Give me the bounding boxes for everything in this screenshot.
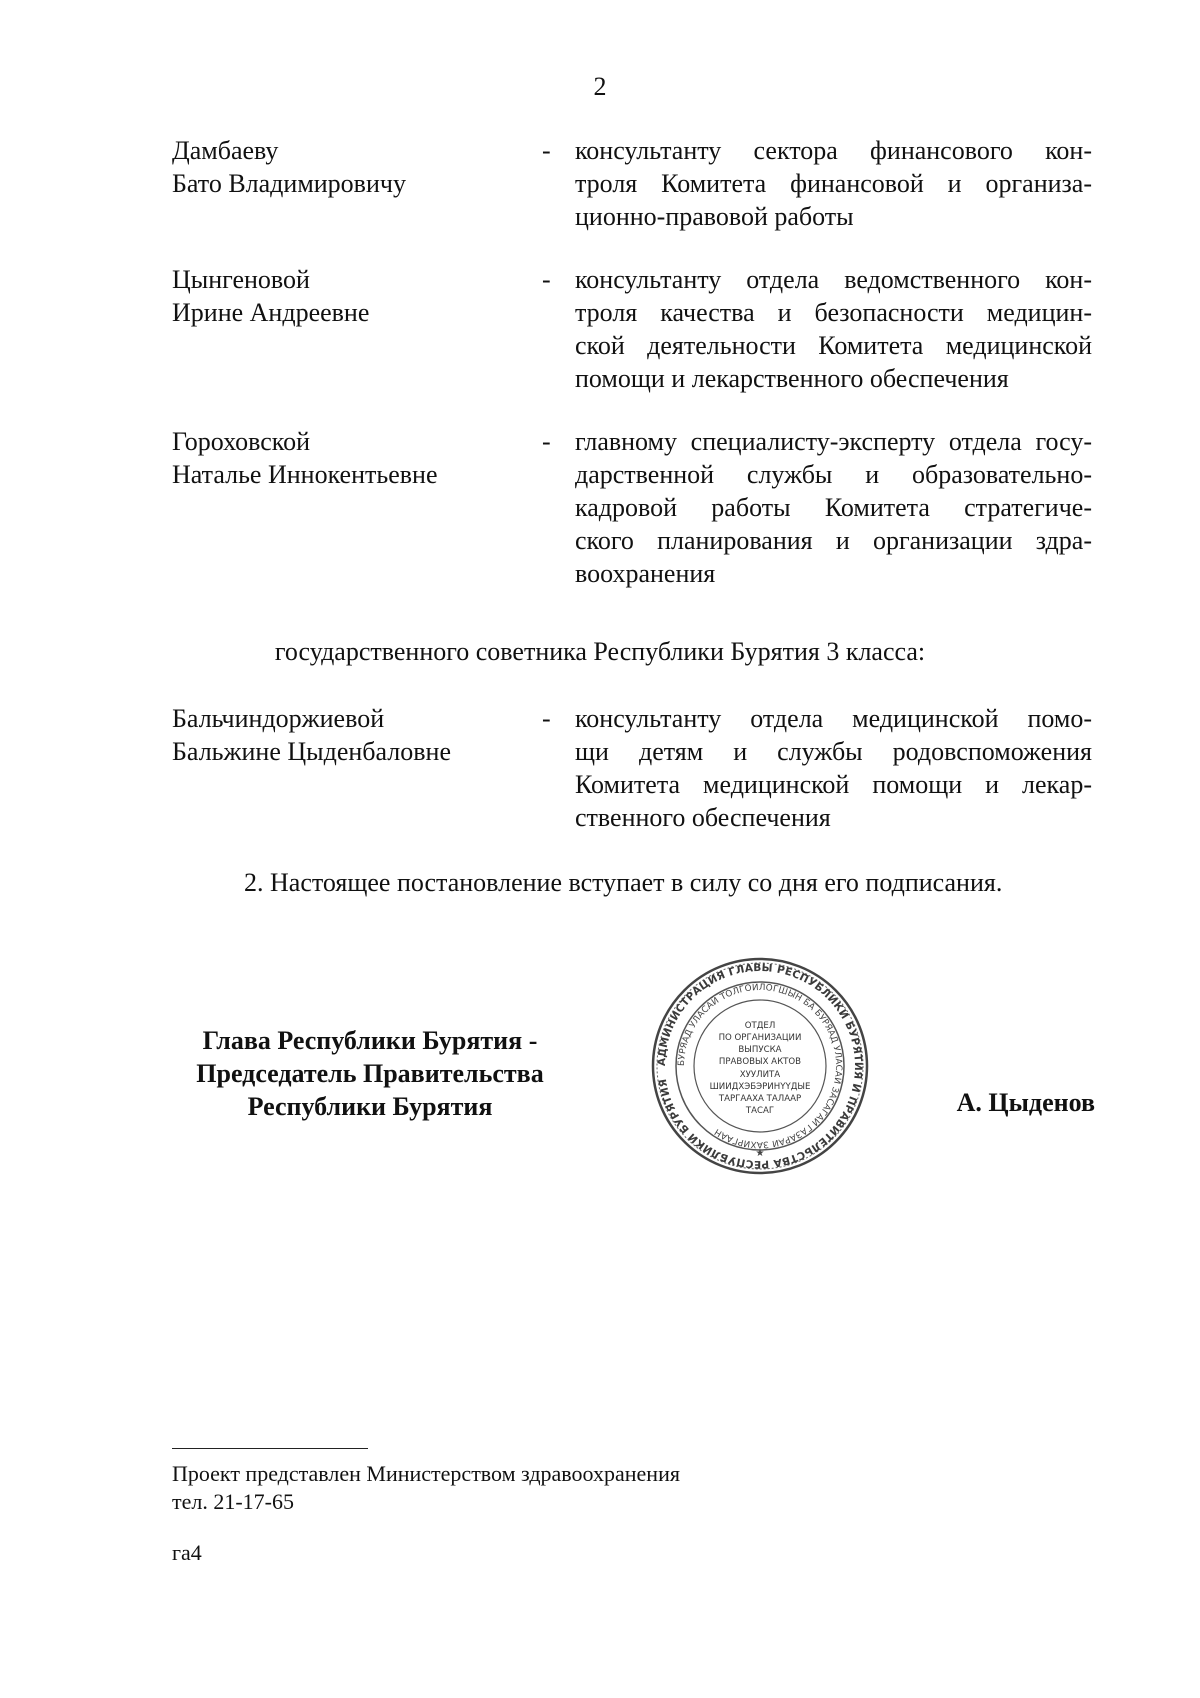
official-seal <box>650 956 870 1176</box>
dash: - <box>542 427 551 456</box>
surname: Гороховской <box>172 427 310 456</box>
position-text <box>575 263 1092 395</box>
svg-text:ПРАВОВЫХ АКТОВ: ПРАВОВЫХ АКТОВ <box>718 1057 802 1067</box>
svg-text:ТАСАГ: ТАСАГ <box>745 1106 775 1116</box>
position-line: ционно-правовой работы <box>575 202 854 231</box>
given-names: Бальжине Цыденбаловне <box>172 737 451 766</box>
svg-text:АДМИНИСТРАЦИЯ ГЛАВЫ РЕСПУБЛИКИ: АДМИНИСТРАЦИЯ ГЛАВЫ РЕСПУБЛИКИ БУРЯТИЯ И ПРАВИТЕЛЬСТВА РЕСПУБЛИКИ БУРЯТИЯ <box>655 961 865 1171</box>
dash: - <box>542 704 551 733</box>
signatory-title <box>170 1024 570 1123</box>
document-code: га4 <box>172 1540 202 1565</box>
position-line: ственного обеспечения <box>575 803 831 832</box>
footnote-divider <box>172 1448 368 1449</box>
surname: Цынгеновой <box>172 265 310 294</box>
position-text <box>575 134 1092 233</box>
surname: Бальчиндоржиевой <box>172 704 385 733</box>
position-line: консультанту сектора финансового кон- <box>575 136 1092 165</box>
position-text <box>575 425 1092 590</box>
signatory-title-line: Председатель Правительства <box>196 1059 544 1088</box>
given-names: Ирине Андреевне <box>172 298 370 327</box>
position-line: троля Комитета финансовой и организа- <box>575 169 1092 198</box>
person-name <box>172 134 532 200</box>
position-line: воохранения <box>575 559 716 588</box>
surname: Дамбаеву <box>172 136 279 165</box>
position-line: консультанту отдела ведомственного кон- <box>575 265 1092 294</box>
svg-text:★: ★ <box>755 1148 765 1159</box>
position-line: щи детям и службы родовспоможения <box>575 737 1092 766</box>
position-text <box>575 702 1092 834</box>
footnote-line: Проект представлен Министерством здравоохранения <box>172 1461 680 1486</box>
person-name <box>172 702 532 768</box>
svg-text:БУРЯАД УЛАСАЙ ТОЛГОЙЛОГШЫН БА: БУРЯАД УЛАСАЙ ТОЛГОЙЛОГШЫН БА БУРЯАД УЛАСАЙ ЗАСАГАЙ ГАЗАРАЙ ЗАХИРГААН <box>676 982 844 1150</box>
footnote-phone: тел. 21-17-65 <box>172 1489 295 1514</box>
rank-heading: государственного советника Республики Бурятия 3 класса: <box>274 637 926 666</box>
position-line: ской деятельности Комитета медицинской <box>575 331 1092 360</box>
person-name <box>172 263 532 329</box>
signatory-title-line: Республики Бурятия <box>247 1092 493 1121</box>
position-line: помощи и лекарственного обеспечения <box>575 364 1009 393</box>
svg-text:ОТДЕЛ: ОТДЕЛ <box>744 1021 776 1031</box>
dash: - <box>542 136 551 165</box>
position-line: консультанту отдела медицинской помо- <box>575 704 1092 733</box>
dash: - <box>542 265 551 294</box>
position-line: троля качества и безопасности медицин- <box>575 298 1092 327</box>
position-line: ского планирования и организации здра- <box>575 526 1092 555</box>
position-line: главному специалисту-эксперту отдела госу- <box>575 427 1092 456</box>
position-line: Комитета медицинской помощи и лекар- <box>575 770 1092 799</box>
signatory-name: А. Цыденов <box>956 1088 1095 1117</box>
given-names: Бато Владимировичу <box>172 169 406 198</box>
svg-text:ШИИДХЭБЭРИНҮҮДЫЕ: ШИИДХЭБЭРИНҮҮДЫЕ <box>709 1082 811 1092</box>
svg-text:ПО ОРГАНИЗАЦИИ: ПО ОРГАНИЗАЦИИ <box>718 1033 802 1043</box>
given-names: Наталье Иннокентьевне <box>172 460 438 489</box>
svg-text:ВЫПУСКА: ВЫПУСКА <box>738 1045 782 1055</box>
position-line: кадровой работы Комитета стратегиче- <box>575 493 1092 522</box>
person-name <box>172 425 532 491</box>
position-line: дарственной службы и образовательно- <box>575 460 1092 489</box>
page-number: 2 <box>593 72 607 101</box>
clause-2: 2. Настоящее постановление вступает в силу со дня его подписания. <box>244 868 1003 897</box>
svg-text:ХУУЛИТА: ХУУЛИТА <box>739 1070 781 1080</box>
signatory-title-line: Глава Республики Бурятия - <box>202 1026 538 1055</box>
svg-text:ТАРГААХА ТАЛААР: ТАРГААХА ТАЛААР <box>718 1094 802 1104</box>
footnote <box>172 1460 680 1516</box>
